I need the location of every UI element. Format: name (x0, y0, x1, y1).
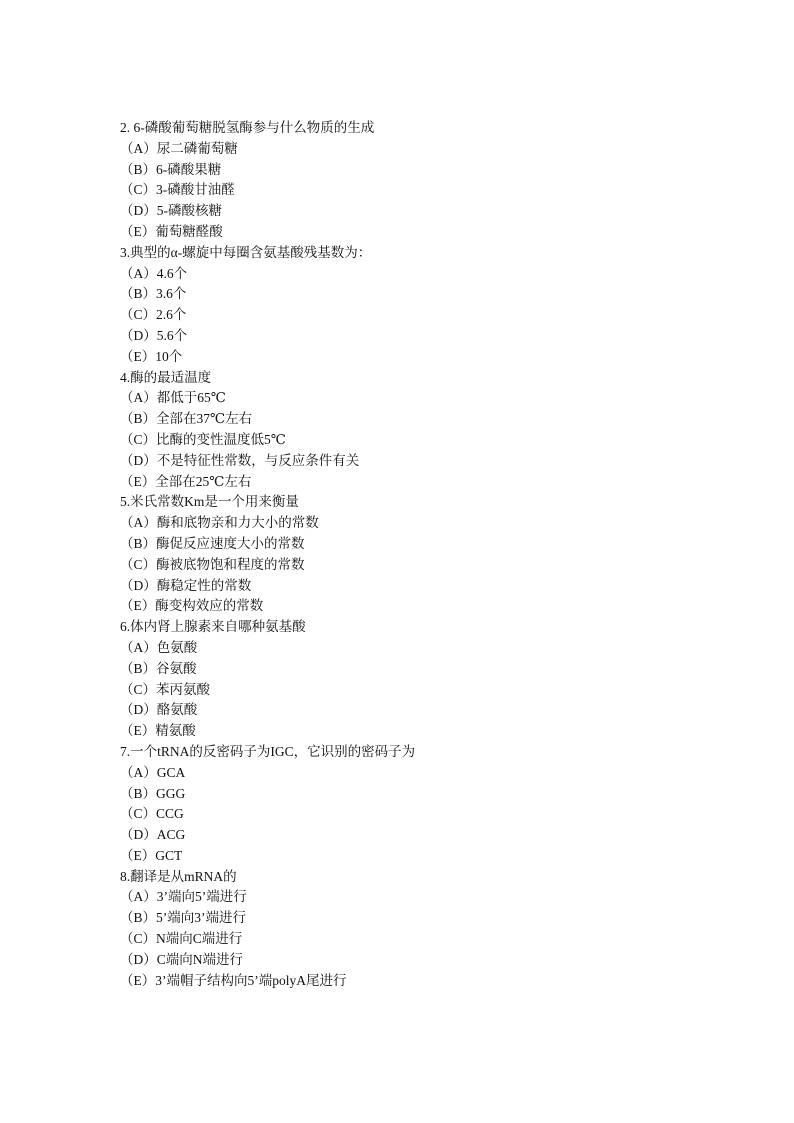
option-label: （A） (120, 515, 157, 531)
option-label: （D） (120, 577, 157, 593)
answer-option (120, 929, 720, 950)
question-title: 3.典型的α-螺旋中每圈含氨基酸残基数为： (120, 244, 372, 260)
option-label: （A） (120, 639, 157, 655)
option-text: GGG (156, 785, 186, 801)
option-text: N端向C端进行 (156, 931, 243, 947)
answer-option (120, 451, 720, 472)
option-text: 3-磷酸甘油醛 (156, 182, 235, 198)
question-block (120, 368, 720, 493)
question-block (120, 742, 720, 867)
option-label: （B） (120, 660, 157, 676)
answer-option (120, 264, 720, 285)
option-label: （A） (120, 265, 157, 281)
option-label: （C） (120, 806, 157, 822)
option-label: （C） (120, 431, 157, 447)
answer-option (120, 534, 720, 555)
answer-option (120, 347, 720, 368)
option-text: 酶变构效应的常数 (155, 598, 264, 614)
option-label: （E） (120, 972, 156, 988)
question-block (120, 867, 720, 992)
option-label: （E） (120, 598, 156, 614)
option-label: （E） (120, 473, 156, 489)
answer-option (120, 887, 720, 908)
question-title: 6.体内肾上腺素来自哪种氨基酸 (120, 619, 306, 635)
option-label: （D） (120, 452, 157, 468)
option-label: （C） (120, 681, 157, 697)
option-label: （E） (120, 348, 156, 364)
question-block (120, 617, 720, 742)
option-label: （B） (120, 411, 157, 427)
option-label: （D） (120, 702, 157, 718)
option-label: （D） (120, 827, 157, 843)
option-text: 精氨酸 (155, 723, 196, 739)
option-text: 酶稳定性的常数 (156, 577, 252, 593)
option-text: 2.6个 (156, 307, 187, 323)
option-label: （B） (120, 161, 157, 177)
option-label: （D） (120, 203, 157, 219)
option-text: 酶被底物饱和程度的常数 (156, 556, 305, 572)
option-label: （C） (120, 182, 157, 198)
option-text: 3.6个 (156, 286, 187, 302)
question-block (120, 118, 720, 243)
answer-option (120, 201, 720, 222)
option-label: （A） (120, 390, 157, 406)
option-label: （E） (120, 847, 156, 863)
question-title: 2. 6-磷酸葡萄糖脱氢酶参与什么物质的生成 (120, 120, 375, 135)
option-label: （B） (120, 286, 157, 302)
option-text: 谷氨酸 (156, 660, 197, 676)
question-title: 5.米氏常数Km是一个用来衡量 (120, 494, 299, 510)
answer-option (120, 472, 720, 493)
answer-option (120, 659, 720, 680)
option-label: （A） (120, 764, 157, 780)
question-block (120, 492, 720, 617)
answer-option (120, 180, 720, 201)
option-text: CCG (156, 806, 184, 822)
answer-option (120, 971, 720, 992)
answer-option (120, 846, 720, 867)
answer-option (120, 804, 720, 825)
answer-option (120, 784, 720, 805)
option-text: 全部在25℃左右 (155, 473, 252, 489)
option-label: （B） (120, 785, 157, 801)
answer-option (120, 222, 720, 243)
option-text: 4.6个 (156, 265, 188, 281)
option-label: （B） (120, 910, 157, 926)
option-label: （D） (120, 951, 157, 967)
answer-option (120, 305, 720, 326)
option-text: 全部在37℃左右 (156, 411, 253, 427)
answer-option (120, 139, 720, 160)
option-text: 酶和底物亲和力大小的常数 (156, 515, 319, 531)
option-text: 酶促反应速度大小的常数 (156, 535, 305, 551)
option-text: 6-磷酸果糖 (156, 161, 222, 177)
question-title: 7.一个tRNA的反密码子为IGC，它识别的密码子为 (120, 743, 416, 759)
option-text: 色氨酸 (156, 639, 198, 655)
question-title: 8.翻译是从mRNA的 (120, 868, 237, 884)
option-text: 10个 (155, 348, 183, 364)
answer-option (120, 680, 720, 701)
option-text: 葡萄糖醛酸 (155, 223, 223, 239)
answer-option (120, 576, 720, 597)
option-label: （C） (120, 556, 157, 572)
answer-option (120, 388, 720, 409)
answer-option (120, 326, 720, 347)
option-text: 比酶的变性温度低5℃ (156, 431, 286, 447)
answer-option (120, 409, 720, 430)
answer-option (120, 825, 720, 846)
answer-option (120, 596, 720, 617)
option-label: （E） (120, 223, 156, 239)
option-label: （A） (120, 889, 157, 905)
option-text: C端向N端进行 (156, 951, 244, 967)
answer-option (120, 950, 720, 971)
question-list (120, 118, 720, 991)
answer-option (120, 160, 720, 181)
option-text: 3’端帽子结构向5’端polyA尾进行 (155, 972, 347, 988)
answer-option (120, 638, 720, 659)
option-text: 都低于65℃ (156, 390, 226, 406)
option-text: 苯丙氨酸 (156, 681, 211, 697)
option-label: （C） (120, 931, 157, 947)
option-label: （E） (120, 723, 156, 739)
option-text: ACG (156, 827, 186, 843)
option-label: （A） (120, 140, 157, 156)
option-text: 5’端向3’端进行 (156, 910, 247, 926)
question-block (120, 243, 720, 368)
answer-option (120, 763, 720, 784)
answer-option (120, 555, 720, 576)
option-text: 5.6个 (156, 327, 188, 343)
answer-option (120, 700, 720, 721)
question-title: 4.酶的最适温度 (120, 369, 212, 385)
answer-option (120, 430, 720, 451)
option-text: 尿二磷葡萄糖 (156, 140, 238, 156)
option-label: （D） (120, 327, 157, 343)
option-text: 3’端向5’端进行 (156, 889, 247, 905)
option-text: 酪氨酸 (156, 702, 198, 718)
answer-option (120, 721, 720, 742)
option-label: （C） (120, 307, 157, 323)
option-text: 不是特征性常数，与反应条件有关 (156, 452, 360, 468)
option-label: （B） (120, 535, 157, 551)
option-text: GCT (155, 847, 183, 863)
option-text: GCA (156, 764, 186, 780)
option-text: 5-磷酸核糖 (156, 203, 222, 219)
answer-option (120, 284, 720, 305)
answer-option (120, 908, 720, 929)
answer-option (120, 513, 720, 534)
